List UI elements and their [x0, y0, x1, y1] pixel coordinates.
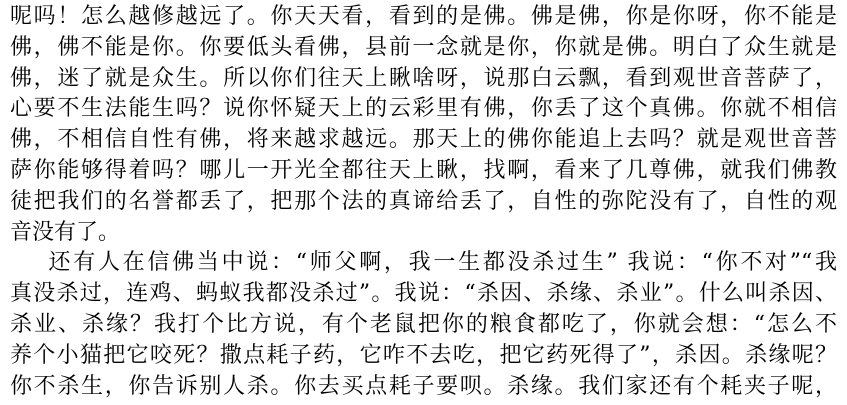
text-line: 真没杀过，连鸡、蚂蚁我都没杀过”。我说：“杀因、杀缘、杀业”。什么叫杀因、	[10, 281, 837, 307]
text-line: 杀业、杀缘？我打个比方说，有个老鼠把你的粮食都吃了，你就会想：“怎么不	[10, 311, 837, 337]
text-line: 佛，不相信自性有佛，将来越求越远。那天上的佛你能追上去吗？就是观世音菩	[10, 127, 837, 153]
text-line: 音没有了。	[10, 219, 121, 245]
text-line: 呢吗！怎么越修越远了。你天天看，看到的是佛。佛是佛，你是你呀，你不能是	[10, 4, 837, 29]
text-line: 佛，迷了就是众生。所以你们往天上瞅啥呀，说那白云飘，看到观世音菩萨了，	[10, 65, 837, 91]
text-line: 还有人在信佛当中说：“师父啊，我一生都没杀过生” 我说：“你不对”“我	[48, 250, 837, 276]
text-line: 你不杀生，你告诉别人杀。你去买点耗子要呗。杀缘。我们家还有个耗夹子呢，	[10, 373, 837, 399]
text-line: 佛，佛不能是你。你要低头看佛，县前一念就是你，你就是佛。明白了众生就是	[10, 34, 837, 60]
text-line: 徒把我们的名誉都丢了，把那个法的真谛给丢了，自性的弥陀没有了，自性的观	[10, 188, 837, 214]
text-line: 萨你能够得着吗？哪儿一开光全都往天上瞅，找啊，看来了几尊佛，就我们佛教	[10, 157, 837, 183]
text-line: 养个小猫把它咬死？撒点耗子药，它咋不去吃，把它药死得了”，杀因。杀缘呢？	[10, 342, 837, 368]
text-block	[10, 2, 837, 402]
text-line: 心要不生法能生吗？说你怀疑天上的云彩里有佛，你丢了这个真佛。你就不相信	[10, 96, 837, 122]
